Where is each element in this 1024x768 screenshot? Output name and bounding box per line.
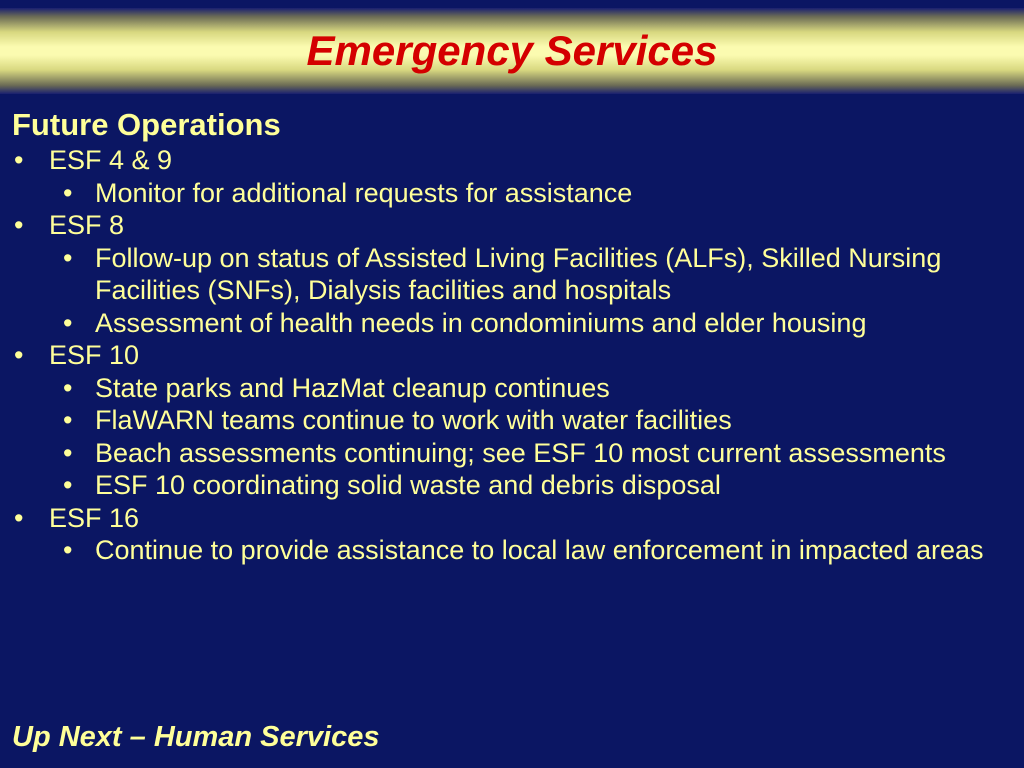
bullet-icon: • [63, 372, 73, 403]
sub-item-text: State parks and HazMat cleanup continues [95, 372, 610, 403]
bullet-icon: • [14, 502, 24, 533]
bullet-icon: • [63, 242, 73, 273]
sub-item-text: Continue to provide assistance to local law enforcement in impacted areas [95, 535, 984, 565]
bullet-icon: • [14, 340, 24, 370]
bullet-icon: • [14, 145, 24, 175]
esf-item-16 [12, 502, 1012, 567]
esf-label: ESF 4 & 9 [49, 145, 173, 175]
sub-item [49, 307, 1012, 340]
esf-label: ESF 8 [49, 210, 125, 240]
sub-item-text: Beach assessments continuing; see ESF 10 most current assessments [95, 437, 946, 468]
esf-item-4-9 [12, 144, 1012, 209]
sub-item [49, 404, 1012, 437]
sub-item-text: FlaWARN teams continue to work with water facilities [95, 405, 732, 435]
sub-list [49, 534, 1012, 567]
sub-list [49, 242, 1012, 340]
sub-list [49, 177, 1012, 210]
bullet-icon: • [63, 307, 73, 338]
section-heading: Future Operations [12, 107, 281, 142]
esf-item-8 [12, 209, 1012, 339]
esf-item-10 [12, 339, 1012, 502]
sub-item [49, 469, 1012, 502]
sub-list [49, 372, 1012, 502]
sub-item [49, 534, 1012, 567]
esf-label: ESF 10 [49, 340, 140, 370]
sub-item [49, 437, 1012, 470]
sub-item-text: Monitor for additional requests for assistance [95, 177, 633, 208]
bullet-icon: • [63, 437, 73, 468]
bullet-icon: • [63, 405, 73, 435]
esf-label: ESF 16 [49, 502, 140, 533]
slide-content [12, 106, 1012, 567]
bullet-icon: • [63, 177, 73, 208]
esf-list [12, 144, 1012, 567]
up-next-footer: Up Next – Human Services [12, 721, 380, 753]
sub-item-text: Assessment of health needs in condominiums and elder housing [95, 307, 867, 338]
sub-item [49, 242, 1012, 307]
bullet-icon: • [14, 210, 24, 240]
sub-item [49, 177, 1012, 210]
sub-item [49, 372, 1012, 405]
sub-item-text: Follow-up on status of Assisted Living Facilities (ALFs), Skilled Nursing Facilities (SNFs), Dialysis facilities and hospitals [95, 242, 942, 305]
bullet-icon: • [63, 535, 73, 565]
slide-title: Emergency Services [306, 27, 718, 74]
sub-item-text: ESF 10 coordinating solid waste and debris disposal [95, 470, 721, 500]
bullet-icon: • [63, 470, 73, 500]
